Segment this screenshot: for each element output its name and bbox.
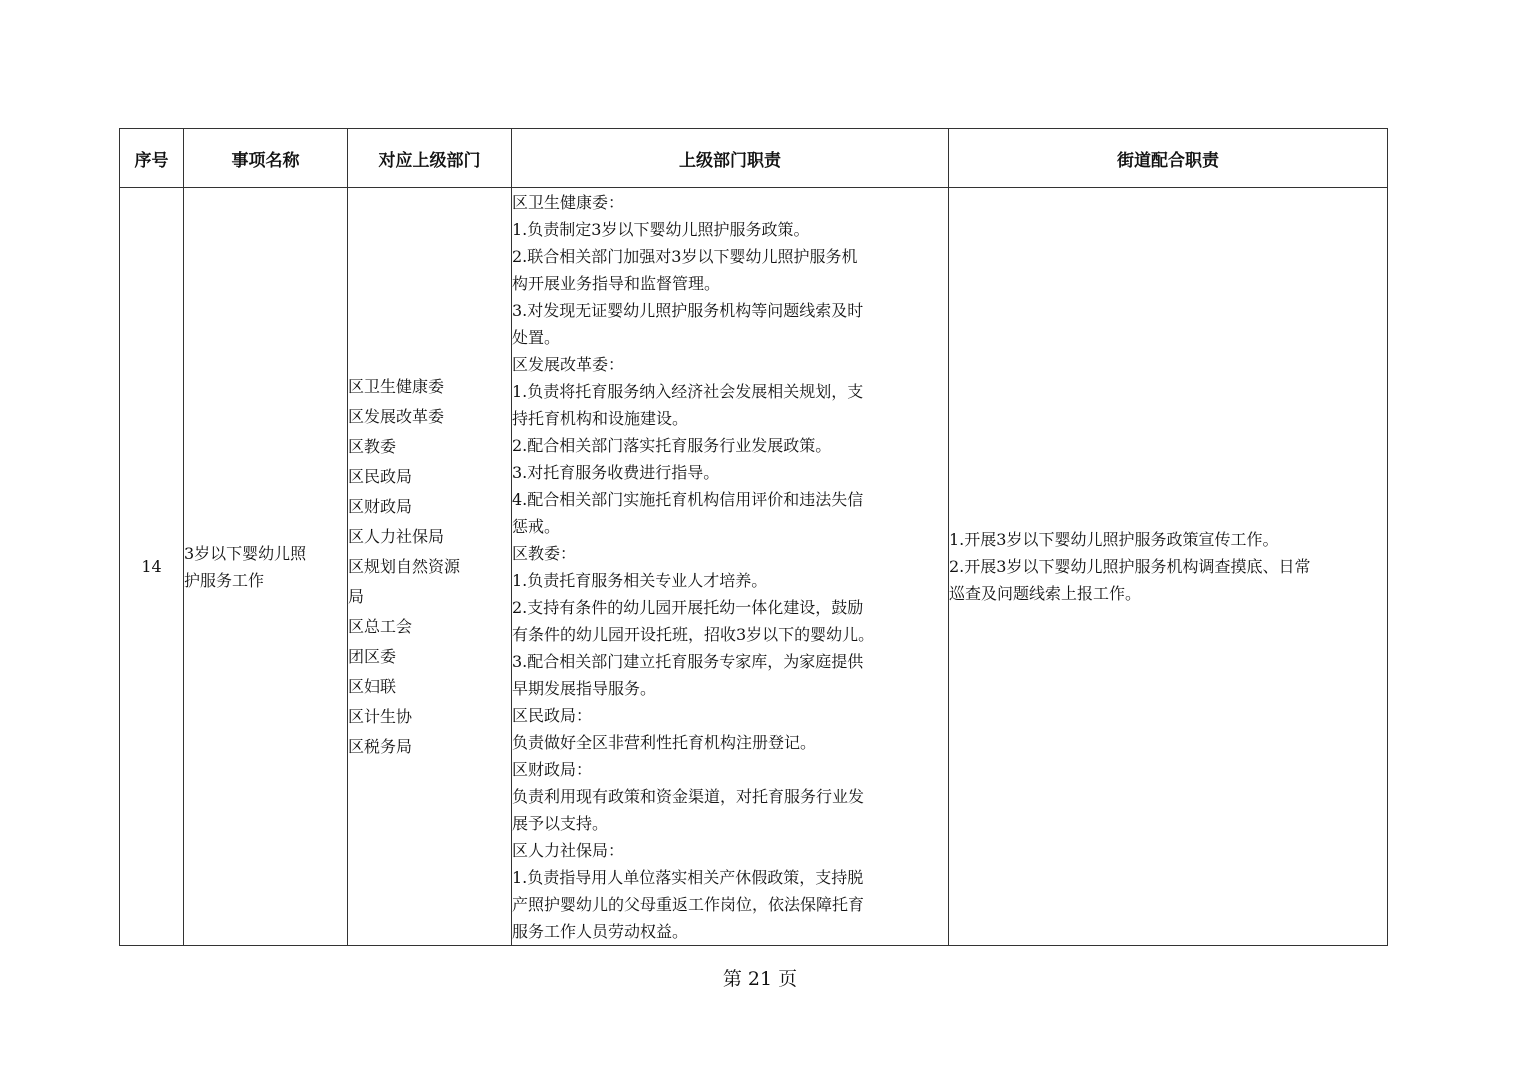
duty-line: 区卫生健康委： — [512, 192, 625, 212]
dept-line: 局 — [348, 586, 365, 606]
duty-line: 1.负责制定3岁以下婴幼儿照护服务政策。 — [512, 219, 810, 239]
dept-line: 区发展改革委 — [348, 406, 445, 426]
dept-line: 区计生协 — [348, 706, 413, 726]
street-duty-line: 巡查及问题线索上报工作。 — [949, 584, 1142, 603]
table-row — [120, 188, 1388, 946]
duty-line: 负责做好全区非营利性托育机构注册登记。 — [512, 732, 817, 752]
dept-line: 区民政局 — [348, 466, 413, 486]
responsibility-table — [119, 128, 1388, 946]
duty-line: 3.对发现无证婴幼儿照护服务机构等问题线索及时 — [512, 300, 864, 320]
duty-line: 2.联合相关部门加强对3岁以下婴幼儿照护服务机 — [512, 246, 858, 266]
duty-line: 区人力社保局： — [512, 840, 625, 860]
duty-line: 有条件的幼儿园开设托班，招收3岁以下的婴幼儿。 — [512, 624, 875, 644]
duty-line: 构开展业务指导和监督管理。 — [512, 273, 721, 293]
duty-line: 2.配合相关部门落实托育服务行业发展政策。 — [512, 435, 832, 455]
item-name-line: 3岁以下婴幼儿照 — [184, 543, 307, 563]
dept-line: 区规划自然资源 — [348, 556, 461, 576]
item-name-line: 护服务工作 — [184, 570, 265, 590]
duty-line: 1.负责将托育服务纳入经济社会发展相关规划，支 — [512, 381, 864, 401]
duty-line: 3.对托育服务收费进行指导。 — [512, 462, 720, 482]
duty-line: 3.配合相关部门建立托育服务专家库，为家庭提供 — [512, 651, 864, 671]
duty-line: 1.负责托育服务相关专业人才培养。 — [512, 570, 768, 590]
duty-line: 4.配合相关部门实施托育机构信用评价和违法失信 — [512, 489, 864, 509]
cell-superior-duties — [512, 188, 949, 946]
duty-line: 展予以支持。 — [512, 813, 609, 833]
dept-line: 团区委 — [348, 646, 397, 666]
dept-line: 区人力社保局 — [348, 526, 445, 546]
duty-line: 产照护婴幼儿的父母重返工作岗位，依法保障托育 — [512, 894, 865, 914]
dept-line: 区卫生健康委 — [348, 376, 445, 396]
duty-line: 负责利用现有政策和资金渠道，对托育服务行业发 — [512, 786, 865, 806]
dept-line: 区财政局 — [348, 496, 413, 516]
street-duty-line: 2.开展3岁以下婴幼儿照护服务机构调查摸底、日常 — [949, 557, 1311, 576]
header-street-duties: 街道配合职责 — [949, 129, 1388, 188]
page-number: 第 21 页 — [722, 968, 798, 990]
header-superior-duties: 上级部门职责 — [512, 129, 949, 188]
duty-line: 2.支持有条件的幼儿园开展托幼一体化建设，鼓励 — [512, 597, 864, 617]
duty-line: 惩戒。 — [512, 516, 561, 536]
dept-line: 区教委 — [348, 436, 397, 456]
dept-line: 区妇联 — [348, 676, 397, 696]
duty-line: 早期发展指导服务。 — [512, 678, 657, 698]
cell-seq: 14 — [120, 188, 184, 946]
street-duty-line: 1.开展3岁以下婴幼儿照护服务政策宣传工作。 — [949, 530, 1279, 549]
cell-item-name — [184, 188, 348, 946]
header-seq: 序号 — [120, 129, 184, 188]
header-item-name: 事项名称 — [184, 129, 348, 188]
duty-line: 持托育机构和设施建设。 — [512, 408, 689, 428]
duty-line: 区发展改革委： — [512, 354, 625, 374]
duty-line: 1.负责指导用人单位落实相关产休假政策，支持脱 — [512, 867, 864, 887]
duty-line: 服务工作人员劳动权益。 — [512, 921, 689, 941]
duty-line: 处置。 — [512, 327, 561, 347]
table-header-row — [120, 129, 1388, 188]
duty-line: 区教委： — [512, 543, 577, 563]
dept-line: 区税务局 — [348, 736, 413, 756]
duty-line: 区民政局： — [512, 705, 593, 725]
header-superior-dept: 对应上级部门 — [348, 129, 512, 188]
cell-street-duties — [949, 188, 1388, 946]
cell-superior-depts — [348, 188, 512, 946]
duty-line: 区财政局： — [512, 759, 593, 779]
dept-line: 区总工会 — [348, 616, 413, 636]
